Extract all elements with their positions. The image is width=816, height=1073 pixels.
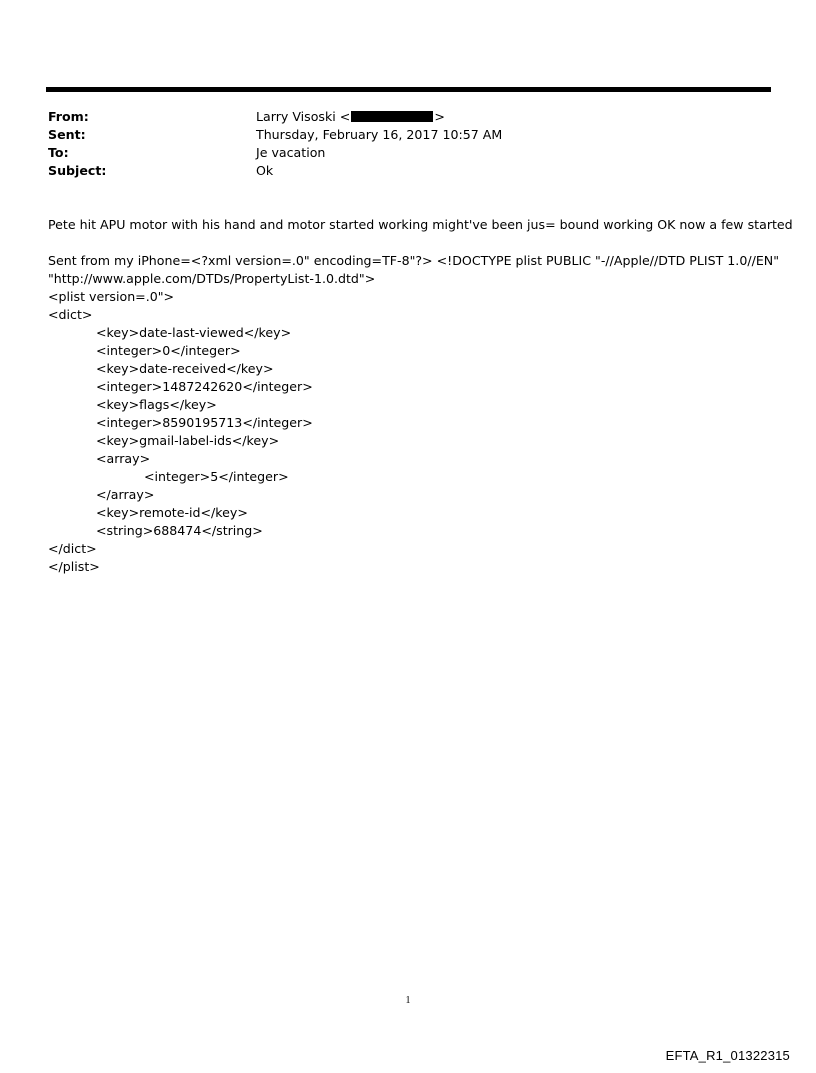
plist-line: <integer>1487242620</integer> <box>96 379 313 394</box>
plist-line: <integer>8590195713</integer> <box>96 415 313 430</box>
plist-line: <dict> <box>48 307 93 322</box>
email-body <box>48 216 793 576</box>
document-id: EFTA_R1_01322315 <box>665 1048 790 1063</box>
subject-value: Ok <box>256 163 274 178</box>
top-rule <box>46 87 771 92</box>
plist-line: <array> <box>96 451 151 466</box>
from-end: > <box>434 109 445 124</box>
redaction-bar <box>351 111 433 122</box>
from-label: From: <box>48 109 89 124</box>
plist-line: <key>date-received</key> <box>96 361 274 376</box>
sent-row <box>48 126 502 144</box>
sent-value: Thursday, February 16, 2017 10:57 AM <box>256 127 503 142</box>
plist-line: <key>gmail-label-ids</key> <box>96 433 280 448</box>
from-row <box>48 108 502 126</box>
plist-line: <key>date-last-viewed</key> <box>96 325 292 340</box>
message-text: Pete hit APU motor with his hand and motor started working might've been jus= bound working OK now a few started <box>48 217 793 232</box>
plist-line: </plist> <box>48 559 100 574</box>
subject-row <box>48 162 502 180</box>
to-row <box>48 144 502 162</box>
plist-line: <integer>0</integer> <box>96 343 241 358</box>
plist-line: <key>remote-id</key> <box>96 505 248 520</box>
plist-line: <string>688474</string> <box>96 523 263 538</box>
page-number: 1 <box>405 995 411 1006</box>
plist-line: </dict> <box>48 541 97 556</box>
subject-label: Subject: <box>48 163 107 178</box>
plist-line: "http://www.apple.com/DTDs/PropertyList-1.0.dtd"> <box>48 271 376 286</box>
plist-line: <integer>5</integer> <box>144 469 289 484</box>
plist-line: </array> <box>96 487 155 502</box>
sent-label: Sent: <box>48 127 86 142</box>
plist-line: Sent from my iPhone=<?xml version=.0" encoding=TF-8"?> <!DOCTYPE plist PUBLIC "-//Apple//DTD PLIST 1.0//EN" <box>48 253 779 268</box>
from-value <box>256 108 445 126</box>
plist-line: <key>flags</key> <box>96 397 217 412</box>
to-label: To: <box>48 145 69 160</box>
to-value: Je vacation <box>256 145 326 160</box>
from-name: Larry Visoski < <box>256 109 351 124</box>
email-header <box>48 108 502 180</box>
plist-line: <plist version=.0"> <box>48 289 175 304</box>
